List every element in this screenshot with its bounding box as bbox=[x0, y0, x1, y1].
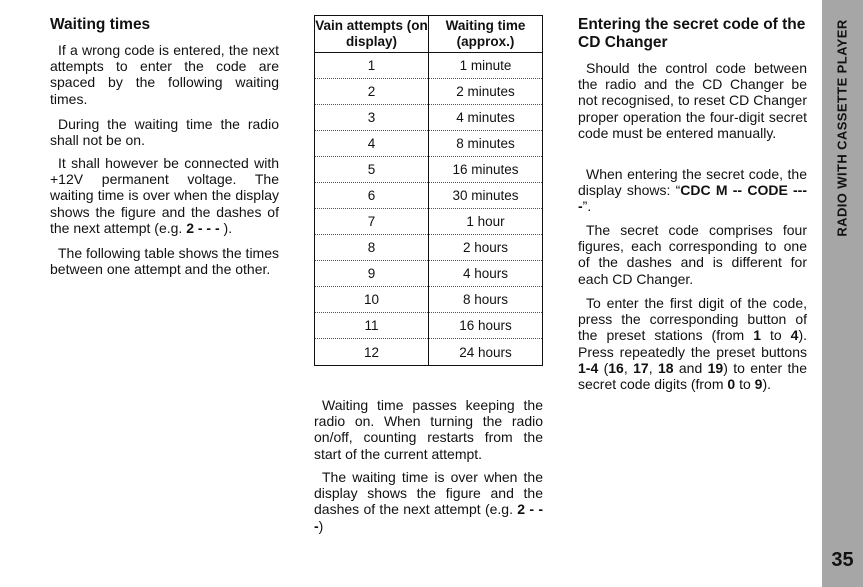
p6-example-code: 2 - - - bbox=[314, 501, 543, 534]
paragraph-waiting-over bbox=[314, 469, 543, 534]
table-row bbox=[315, 53, 543, 79]
p10-text-q: to bbox=[735, 376, 755, 393]
p10-text-c: to bbox=[761, 327, 791, 344]
p10-bold-4: 4 bbox=[790, 327, 799, 344]
time-cell: 1 hour bbox=[429, 209, 543, 235]
time-cell: 16 minutes bbox=[429, 157, 543, 183]
attempt-cell: 6 bbox=[315, 183, 429, 209]
table-header-row bbox=[315, 16, 543, 53]
p10-bold-18: 18 bbox=[657, 359, 674, 376]
header-vain-attempts: Vain attempts (on display) bbox=[315, 16, 429, 53]
p10-bold-17: 17 bbox=[633, 359, 649, 376]
attempt-cell: 2 bbox=[315, 79, 429, 105]
attempt-cell: 9 bbox=[315, 261, 429, 287]
attempt-cell: 12 bbox=[315, 339, 429, 366]
p10-text-a: To enter the first digit of the code, press the corresponding button of the preset stations (from bbox=[578, 295, 807, 344]
time-cell: 1 minute bbox=[429, 53, 543, 79]
p10-bold-19: 19 bbox=[707, 359, 724, 376]
paragraph-display-shows bbox=[578, 166, 807, 215]
table-row bbox=[315, 235, 543, 261]
p10-text-o: ) to enter the secret code digits (from bbox=[578, 359, 808, 393]
table-row bbox=[315, 209, 543, 235]
time-cell: 8 hours bbox=[429, 287, 543, 313]
p10-bold-16: 16 bbox=[608, 359, 624, 376]
attempt-cell: 11 bbox=[315, 313, 429, 339]
table-row bbox=[315, 287, 543, 313]
p10-bold-1: 1 bbox=[753, 327, 761, 344]
secret-code-heading: Entering the secret code of the CD Changer bbox=[578, 16, 806, 51]
paragraph-table-intro: The following table shows the times between one attempt and the other. bbox=[50, 245, 279, 278]
section-sidebar bbox=[822, 0, 863, 587]
table-row bbox=[315, 105, 543, 131]
paragraph-control-code: Should the control code between the radio and the CD Changer be not recognised, to reset CD Changer proper operation the four-digit secret code must be entered manually. bbox=[578, 60, 807, 141]
time-cell: 2 hours bbox=[429, 235, 543, 261]
p6-text-c: ) bbox=[318, 517, 324, 534]
p3-text-c: ). bbox=[219, 219, 233, 236]
attempt-cell: 4 bbox=[315, 131, 429, 157]
p10-text-i: , bbox=[623, 359, 634, 376]
table-row bbox=[315, 339, 543, 366]
attempt-cell: 10 bbox=[315, 287, 429, 313]
attempt-cell: 7 bbox=[315, 209, 429, 235]
paragraph-enter-digits bbox=[578, 295, 807, 392]
header-waiting-time: Waiting time (approx.) bbox=[429, 16, 543, 53]
section-title-container bbox=[822, 0, 863, 587]
p8-display-code: CDC M -- CODE ---- bbox=[578, 182, 808, 215]
p10-text-g: ( bbox=[598, 359, 609, 376]
attempt-cell: 3 bbox=[315, 105, 429, 131]
attempt-cell: 8 bbox=[315, 235, 429, 261]
p10-text-e: ). Press repeatedly the preset buttons bbox=[578, 327, 807, 360]
time-cell: 4 hours bbox=[429, 261, 543, 287]
attempt-cell: 5 bbox=[315, 157, 429, 183]
table-row bbox=[315, 261, 543, 287]
p8-text-a: When entering the secret code, the display shows: “ bbox=[578, 166, 807, 199]
waiting-times-heading: Waiting times bbox=[50, 16, 151, 33]
p8-text-c: ”. bbox=[582, 198, 592, 215]
p10-bold-1-4: 1-4 bbox=[578, 359, 599, 376]
paragraph-radio-off: During the waiting time the radio shall not be on. bbox=[50, 116, 279, 149]
table-row bbox=[315, 131, 543, 157]
p10-text-k: , bbox=[648, 359, 658, 376]
attempt-cell: 1 bbox=[315, 53, 429, 79]
time-cell: 4 minutes bbox=[429, 105, 543, 131]
time-cell: 30 minutes bbox=[429, 183, 543, 209]
p3-example-code: 2 - - - bbox=[186, 219, 220, 236]
table-row bbox=[315, 79, 543, 105]
table-row bbox=[315, 157, 543, 183]
section-title: RADIO WITH CASSETTE PLAYER bbox=[834, 19, 850, 237]
time-cell: 2 minutes bbox=[429, 79, 543, 105]
p3-text-a: It shall however be connected with +12V permanent voltage. The waiting time is over when the display shows the figure and the dashes of the next attempt (e.g. bbox=[50, 155, 279, 236]
table-row bbox=[315, 183, 543, 209]
table-row bbox=[315, 313, 543, 339]
paragraph-counting-restarts: Waiting time passes keeping the radio on. When turning the radio on/off, counting restarts from the start of the current attempt. bbox=[314, 397, 543, 462]
paragraph-four-figures: The secret code comprises four figures, each corresponding to one of the dashes and is different for each CD Changer. bbox=[578, 222, 807, 287]
page-number: 35 bbox=[831, 549, 854, 571]
waiting-times-table bbox=[314, 15, 543, 366]
p10-text-s: ). bbox=[762, 376, 772, 393]
p6-text-a: The waiting time is over when the display shows the figure and the dashes of the next attempt (e.g. bbox=[314, 469, 543, 518]
time-cell: 16 hours bbox=[429, 313, 543, 339]
paragraph-permanent-voltage bbox=[50, 155, 279, 236]
p10-bold-9: 9 bbox=[754, 376, 763, 393]
time-cell: 8 minutes bbox=[429, 131, 543, 157]
p10-text-m: and bbox=[673, 359, 708, 376]
paragraph-wrong-code: If a wrong code is entered, the next attempts to enter the code are spaced by the following waiting times. bbox=[50, 42, 279, 107]
time-cell: 24 hours bbox=[429, 339, 543, 366]
p10-bold-0: 0 bbox=[727, 376, 736, 393]
